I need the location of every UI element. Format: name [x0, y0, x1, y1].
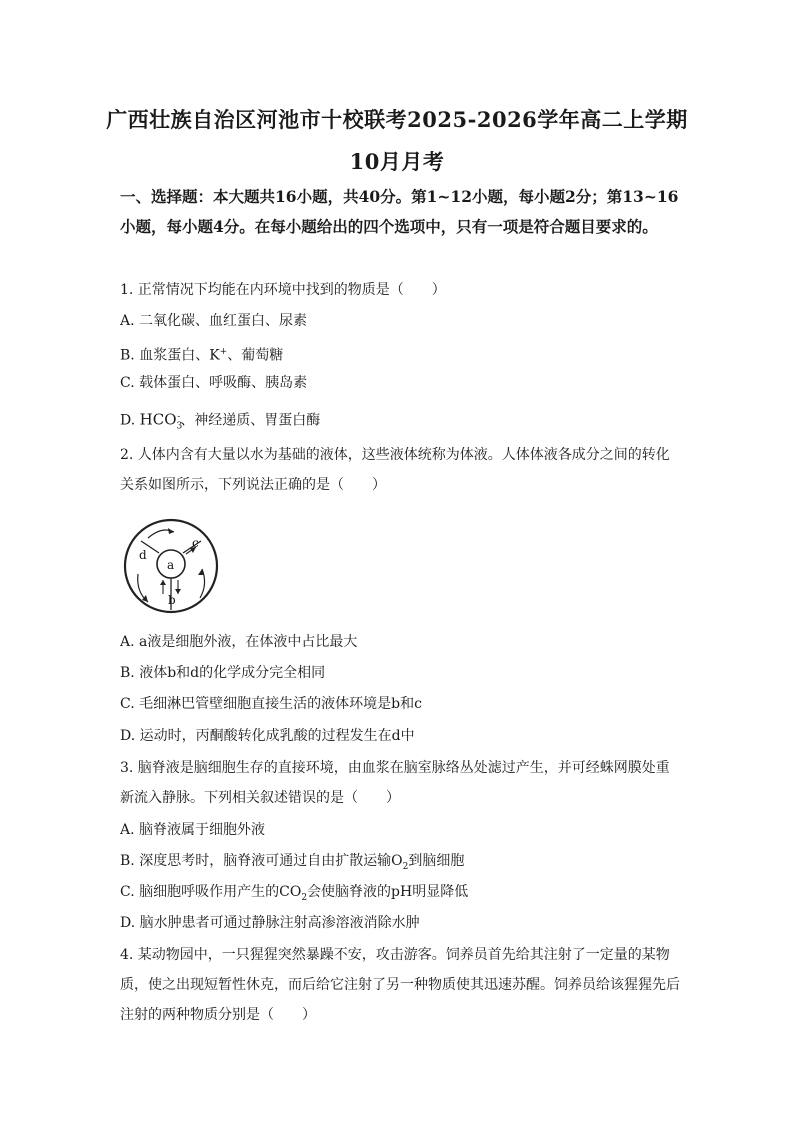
oxygen-subscript: 2 [402, 861, 409, 872]
diagram-label-c: c [192, 536, 199, 550]
exam-title-line-1: 广西壮族自治区河池市十校联考2025-2026学年高二上学期 [106, 107, 688, 132]
bicarbonate-charge: - [177, 412, 181, 422]
q4-stem: 4. 某动物园中，一只猩猩突然暴躁不安，攻击游客。饲养员首先给其注射了一定量的某物质，使之出现短暂性休克，而后给它注射了另一种物质使其迅速苏醒。饲养员给该猩猩先后注射的两种物质分别是（ ） [120, 947, 680, 1023]
q2-option-a: A. a液是细胞外液，在体液中占比最大 [120, 634, 358, 650]
q1-stem: 1. 正常情况下均能在内环境中找到的物质是（ ） [120, 282, 446, 298]
q2-stem: 2. 人体内含有大量以水为基础的液体，这些液体统称为体液。人体体液各成分之间的转化关系如图所示，下列说法正确的是（ ） [120, 447, 670, 493]
bicarbonate-subscript: 3 [176, 421, 183, 432]
q3-option-c-text: C. 脑细胞呼吸作用产生的CO [120, 884, 302, 900]
q1-option-d-rest: 、神经递质、胃蛋白酶 [180, 412, 321, 429]
q3-option-b [120, 851, 680, 877]
q3-option-c-rest: 会使脑脊液的pH明显降低 [307, 884, 469, 900]
q3-option-d: D. 脑水肿患者可通过静脉注射高渗溶液消除水肿 [120, 915, 420, 931]
diagram-label-b: b [168, 593, 176, 607]
q1-option-b-rest: 、葡萄糖 [227, 347, 284, 364]
q1-option-b [120, 342, 680, 366]
body-fluid-diagram [118, 514, 224, 620]
q1-option-c: C. 载体蛋白、呼吸酶、胰岛素 [120, 375, 308, 391]
q3-option-a: A. 脑脊液属于细胞外液 [120, 822, 266, 838]
q2-option-d: D. 运动时，丙酮酸转化成乳酸的过程发生在d中 [120, 728, 415, 744]
co2-subscript: 2 [301, 892, 308, 903]
q2-option-b: B. 液体b和d的化学成分完全相同 [120, 665, 326, 681]
diagram-label-a: a [167, 558, 175, 572]
q3-option-c [120, 882, 680, 908]
q1-option-d [120, 407, 680, 436]
section-heading: 一、选择题：本大题共16小题，共40分。第1~12小题，每小题2分；第13~16小题，每小题4分。在每小题给出的四个选项中，只有一项是符合题目要求的。 [120, 187, 679, 236]
q3-option-b-rest: 到脑细胞 [408, 853, 465, 869]
q3-stem: 3. 脑脊液是脑细胞生存的直接环境，由血浆在脑室脉络丛处滤过产生，并可经蛛网膜处重新流入静脉。下列相关叙述错误的是（ ） [120, 760, 670, 806]
bicarbonate-formula: HCO [139, 410, 177, 429]
q3-option-b-text: B. 深度思考时，脑脊液可通过自由扩散运输O [120, 853, 403, 869]
potassium-charge: + [219, 347, 228, 357]
q1-option-d-label: D. [120, 412, 140, 429]
q2-option-c: C. 毛细淋巴管壁细胞直接生活的液体环境是b和c [120, 696, 422, 712]
diagram-label-d: d [139, 548, 147, 562]
q1-option-b-text: B. 血浆蛋白、K [120, 347, 220, 364]
exam-title-line-2: 10月月考 [349, 149, 445, 174]
q1-option-a: A. 二氧化碳、血红蛋白、尿素 [120, 313, 308, 329]
